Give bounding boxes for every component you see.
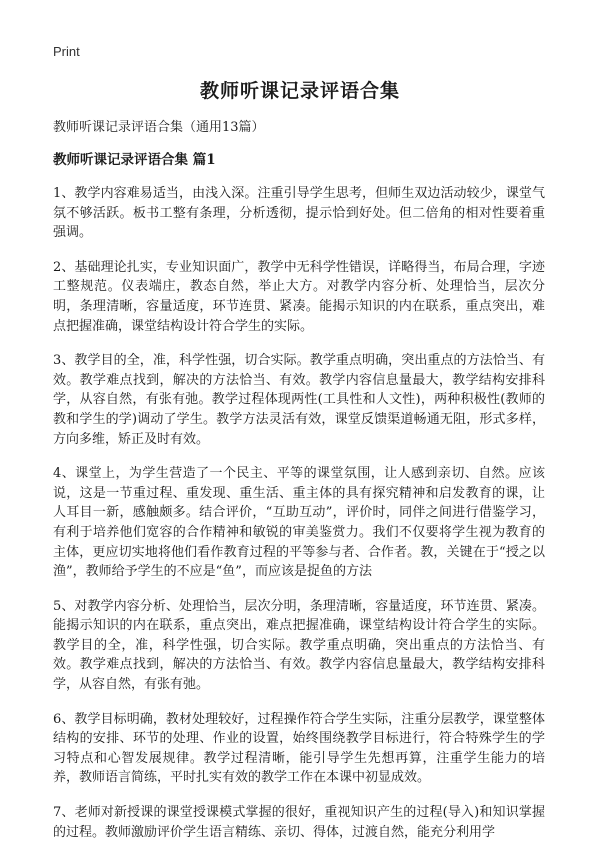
- print-link[interactable]: Print: [53, 44, 80, 59]
- paragraph-6: 6、教学目标明确，教材处理较好，过程操作符合学生实际，注重分层教学，课堂整体结构的安排、环节的处理、作业的设置，始终围绕教学目标进行，符合特殊学生的学习特点和心智发展规律。教学过程清晰，能引导学生先想再算，注重学生能力的培养，教师语言简练，平时扎实有效的教学工作在本课中初显成效。: [53, 711, 545, 786]
- section-heading: 教师听课记录评语合集 篇1: [53, 152, 216, 168]
- document-title: 教师听课记录评语合集: [199, 80, 400, 102]
- document-subtitle: 教师听课记录评语合集（通用13篇）: [53, 120, 265, 135]
- paragraph-4: 4、课堂上，为学生营造了一个民主、平等的课堂氛围，让人感到亲切、自然。应该说，这是一节重过程、重发现、重生活、重主体的具有探究精神和启发教育的课，让人耳目一新，感触颇多。结合评价，“互助互动”，评价时，同伴之间进行借鉴学习，有利于培养他们宽容的合作精神和敏锐的审美鉴赏力。我们不仅要将学生视为教育的主体，更应切实地将他们看作教育过程的平等参与者、合作者。教，关键在于“授之以渔”，教师给予学生的不应是“鱼”，而应该是捉鱼的方法: [53, 466, 545, 580]
- paragraph-7: 7、老师对新授课的课堂授课模式掌握的很好，重视知识产生的过程(导入)和知识掌握的过程。教师激励评价学生语言精练、亲切、得体，过渡自然，能充分利用学: [53, 805, 545, 840]
- paragraph-2: 2、基础理论扎实，专业知识面广，教学中无科学性错误，详略得当，布局合理，字迹工整规范。仪表端庄，教态自然，举止大方。对教学内容分析、处理恰当，层次分明，条理清晰，容量适度，环节连贯、紧凑。能揭示知识的内在联系，重点突出，难点把握准确，课堂结构设计符合学生的实际。: [53, 259, 545, 334]
- paragraph-3: 3、教学目的全，准，科学性强，切合实际。教学重点明确，突出重点的方法恰当、有效。教学难点找到，解决的方法恰当、有效。教学内容信息量最大，教学结构安排科学，从容自然，有张有弛。教学过程体现两性(工具性和人文性)，两种积极性(教师的教和学生的学)调动了学生。教学方法灵活有效，课堂反馈渠道畅通无阻，形式多样，方向多维，矫正及时有效。: [53, 353, 545, 447]
- paragraph-5: 5、对教学内容分析、处理恰当，层次分明，条理清晰，容量适度，环节连贯、紧凑。能揭示知识的内在联系，重点突出，难点把握准确，课堂结构设计符合学生的实际。教学目的全，准，科学性强，切合实际。教学重点明确，突出重点的方法恰当、有效。教学难点找到，解决的方法恰当、有效。教学内容信息量最大，教学结构安排科学，从容自然，有张有弛。: [53, 598, 545, 693]
- paragraph-1: 1、教学内容难易适当，由浅入深。注重引导学生思考，但师生双边活动较少，课堂气氛不够活跃。板书工整有条理，分析透彻，提示恰到好处。但二倍角的相对性要着重强调。: [53, 186, 545, 241]
- document-body: [53, 118, 545, 857]
